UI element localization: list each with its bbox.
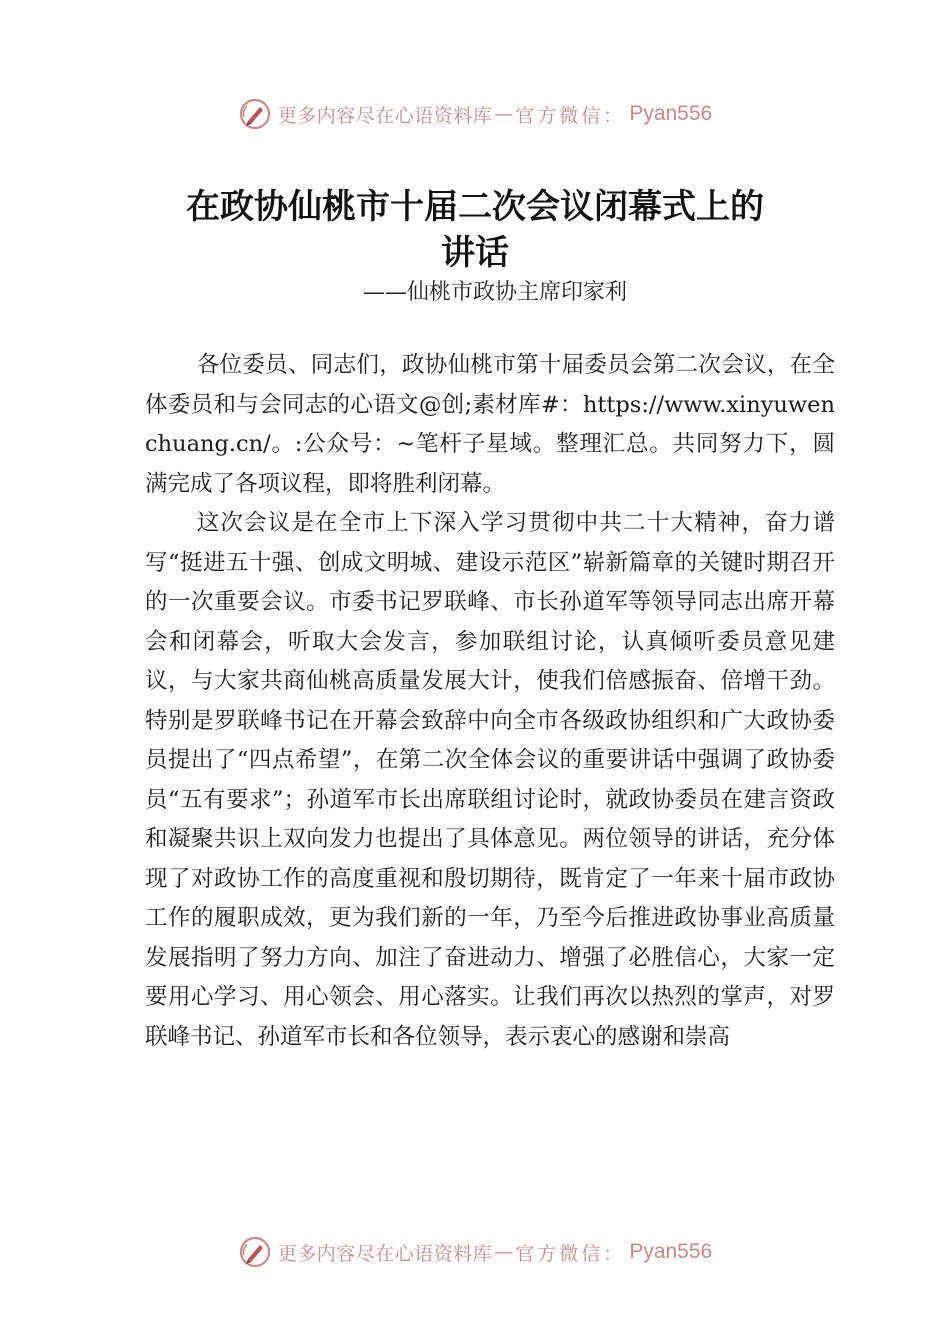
banner-wechat-id: Pyan556 [629,1240,713,1263]
banner-separator: — [494,1241,514,1263]
banner-wechat-label: 官方微信： [515,1242,626,1265]
footer-banner [0,1232,950,1272]
banner-main-text: 更多内容尽在心语资料库 [277,104,493,127]
banner-separator: — [494,103,514,125]
document-title-line1: 在政协仙桃市十届二次会议闭幕式上的 [186,187,764,227]
banner-wechat-label: 官方微信： [515,104,626,127]
paragraph: 这次会议是在全市上下深入学习贯彻中共二十大精神，奋力谱写“挺进五十强、创成文明城、建设示范区”崭新篇章的关键时期召开的一次重要会议。市委书记罗联峰、市长孙道军等领导同志出席开幕会和闭幕会，听取大会发言，参加联组讨论，认真倾听委员意见建议，与大家共商仙桃高质量发展大计，使我们倍感振奋、倍增干劲。特别是罗联峰书记在开幕会致辞中向全市各级政协组织和广大政协委员提出了“四点希望”，在第二次全体会议的重要讲话中强调了政协委员“五有要求”；孙道军市长出席联组讨论时，就政协委员在建言资政和凝聚共识上双向发力也提出了具体意见。两位领导的讲话，充分体现了对政协工作的高度重视和殷切期待，既肯定了一年来十届市政协工作的履职成效，更为我们新的一年，乃至今后推进政协事业高质量发展指明了努力方向、加注了奋进动力、增强了必胜信心，大家一定要用心学习、用心领会、用心落实。让我们再次以热烈的掌声，对罗联峰书记、孙道军市长和各位领导，表示衷心的感谢和崇高 [145,510,835,1050]
document-subtitle: ——仙桃市政协主席印家利 [362,280,627,305]
paragraph: 各位委员、同志们，政协仙桃市第十届委员会第二次会议，在全体委员和与会同志的心语文@创;素材库#：https://www.xinyuwenchuang.cn/。:公众号：~笔杆子星域。整理汇总。共同努力下，圆满完成了各项议程，即将胜利闭幕。 [145,352,835,497]
document-title-line2: 讲话 [441,233,509,273]
banner-main-text: 更多内容尽在心语资料库 [277,1242,493,1265]
pen-circle-logo-icon [238,1235,272,1269]
pen-circle-logo-icon [238,97,272,131]
document-body [145,346,835,1057]
header-banner [0,94,950,134]
banner-wechat-id: Pyan556 [629,102,713,125]
